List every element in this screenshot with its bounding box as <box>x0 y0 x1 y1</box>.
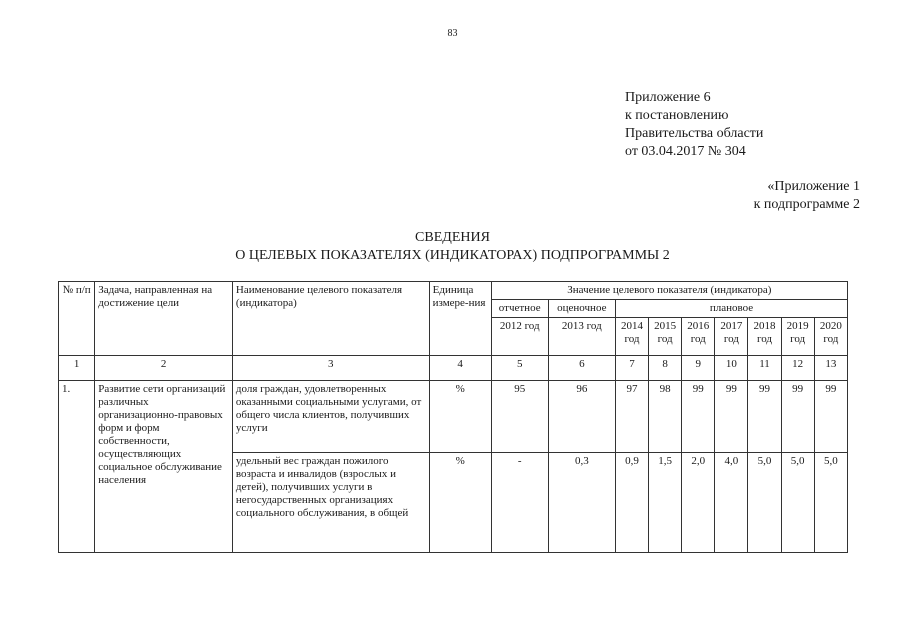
column-number: 9 <box>682 356 715 381</box>
appendix-line: Правительства области <box>625 126 764 141</box>
header-planned: плановое <box>615 300 847 318</box>
indicator-value: 5,0 <box>781 453 814 553</box>
column-number: 13 <box>814 356 847 381</box>
indicator-value: 99 <box>682 381 715 453</box>
appendix-line: от 03.04.2017 № 304 <box>625 144 746 159</box>
appendix-header <box>625 89 763 161</box>
header-estimated: оценочное <box>548 300 615 318</box>
column-number: 11 <box>748 356 781 381</box>
indicator-value: 0,9 <box>615 453 648 553</box>
indicator-value: 96 <box>548 381 615 453</box>
title-line-2: О ЦЕЛЕВЫХ ПОКАЗАТЕЛЯХ (ИНДИКАТОРАХ) ПОДПРОГРАММЫ 2 <box>235 248 670 263</box>
indicator-value: 1,5 <box>649 453 682 553</box>
appendix-line: Приложение 6 <box>625 90 711 105</box>
indicator-value: 98 <box>649 381 682 453</box>
indicator-value: 95 <box>491 381 548 453</box>
indicator-value: - <box>491 453 548 553</box>
column-number: 10 <box>715 356 748 381</box>
header-year: 2012 год <box>491 318 548 356</box>
indicators-table <box>58 281 848 553</box>
indicator-value: 4,0 <box>715 453 748 553</box>
table-row <box>59 381 848 453</box>
row-number: 1. <box>59 381 95 553</box>
appendix2-line: «Приложение 1 <box>767 179 860 194</box>
column-number: 8 <box>649 356 682 381</box>
title-line-1: СВЕДЕНИЯ <box>415 230 490 245</box>
header-value: Значение целевого показателя (индикатора) <box>491 282 847 300</box>
column-number: 12 <box>781 356 814 381</box>
header-year: 2016 год <box>682 318 715 356</box>
indicator-value: 99 <box>748 381 781 453</box>
header-task: Задача, направленная на достижение цели <box>95 282 233 356</box>
indicator-value: 99 <box>781 381 814 453</box>
header-year: 2018 год <box>748 318 781 356</box>
header-year: 2017 год <box>715 318 748 356</box>
appendix-line: к постановлению <box>625 108 729 123</box>
column-number-row <box>59 356 848 381</box>
indicator-value: 97 <box>615 381 648 453</box>
indicator-unit: % <box>429 381 491 453</box>
indicator-value: 99 <box>814 381 847 453</box>
header-unit: Единица измере-ния <box>429 282 491 356</box>
header-year: 2014 год <box>615 318 648 356</box>
indicator-value: 5,0 <box>748 453 781 553</box>
header-indicator: Наименование целевого показателя (индикатора) <box>232 282 429 356</box>
header-reported: отчетное <box>491 300 548 318</box>
subprogram-appendix-header <box>754 178 860 214</box>
indicator-value: 2,0 <box>682 453 715 553</box>
header-year: 2015 год <box>649 318 682 356</box>
column-number: 4 <box>429 356 491 381</box>
indicator-value: 99 <box>715 381 748 453</box>
indicator-name: доля граждан, удовлетворенных оказанными социальными услугами, от общего числа клиентов, получивших услуги <box>232 381 429 453</box>
header-year: 2013 год <box>548 318 615 356</box>
indicator-value: 5,0 <box>814 453 847 553</box>
document-title <box>0 229 905 265</box>
appendix2-line: к подпрограмме 2 <box>753 197 860 212</box>
column-number: 5 <box>491 356 548 381</box>
column-number: 1 <box>59 356 95 381</box>
header-num: № п/п <box>59 282 95 356</box>
column-number: 6 <box>548 356 615 381</box>
indicator-value: 0,3 <box>548 453 615 553</box>
column-number: 3 <box>232 356 429 381</box>
column-number: 2 <box>95 356 233 381</box>
header-year: 2019 год <box>781 318 814 356</box>
indicator-unit: % <box>429 453 491 553</box>
row-task: Развитие сети организаций различных организационно-правовых форм и форм собственности, осуществляющих социальное обслуживание населения <box>95 381 233 553</box>
indicator-name: удельный вес граждан пожилого возраста и инвалидов (взрослых и детей), получивших услуги в негосударственных организациях социального обслуживания, в общей <box>232 453 429 553</box>
header-year: 2020 год <box>814 318 847 356</box>
column-number: 7 <box>615 356 648 381</box>
page-number: 83 <box>447 28 458 39</box>
